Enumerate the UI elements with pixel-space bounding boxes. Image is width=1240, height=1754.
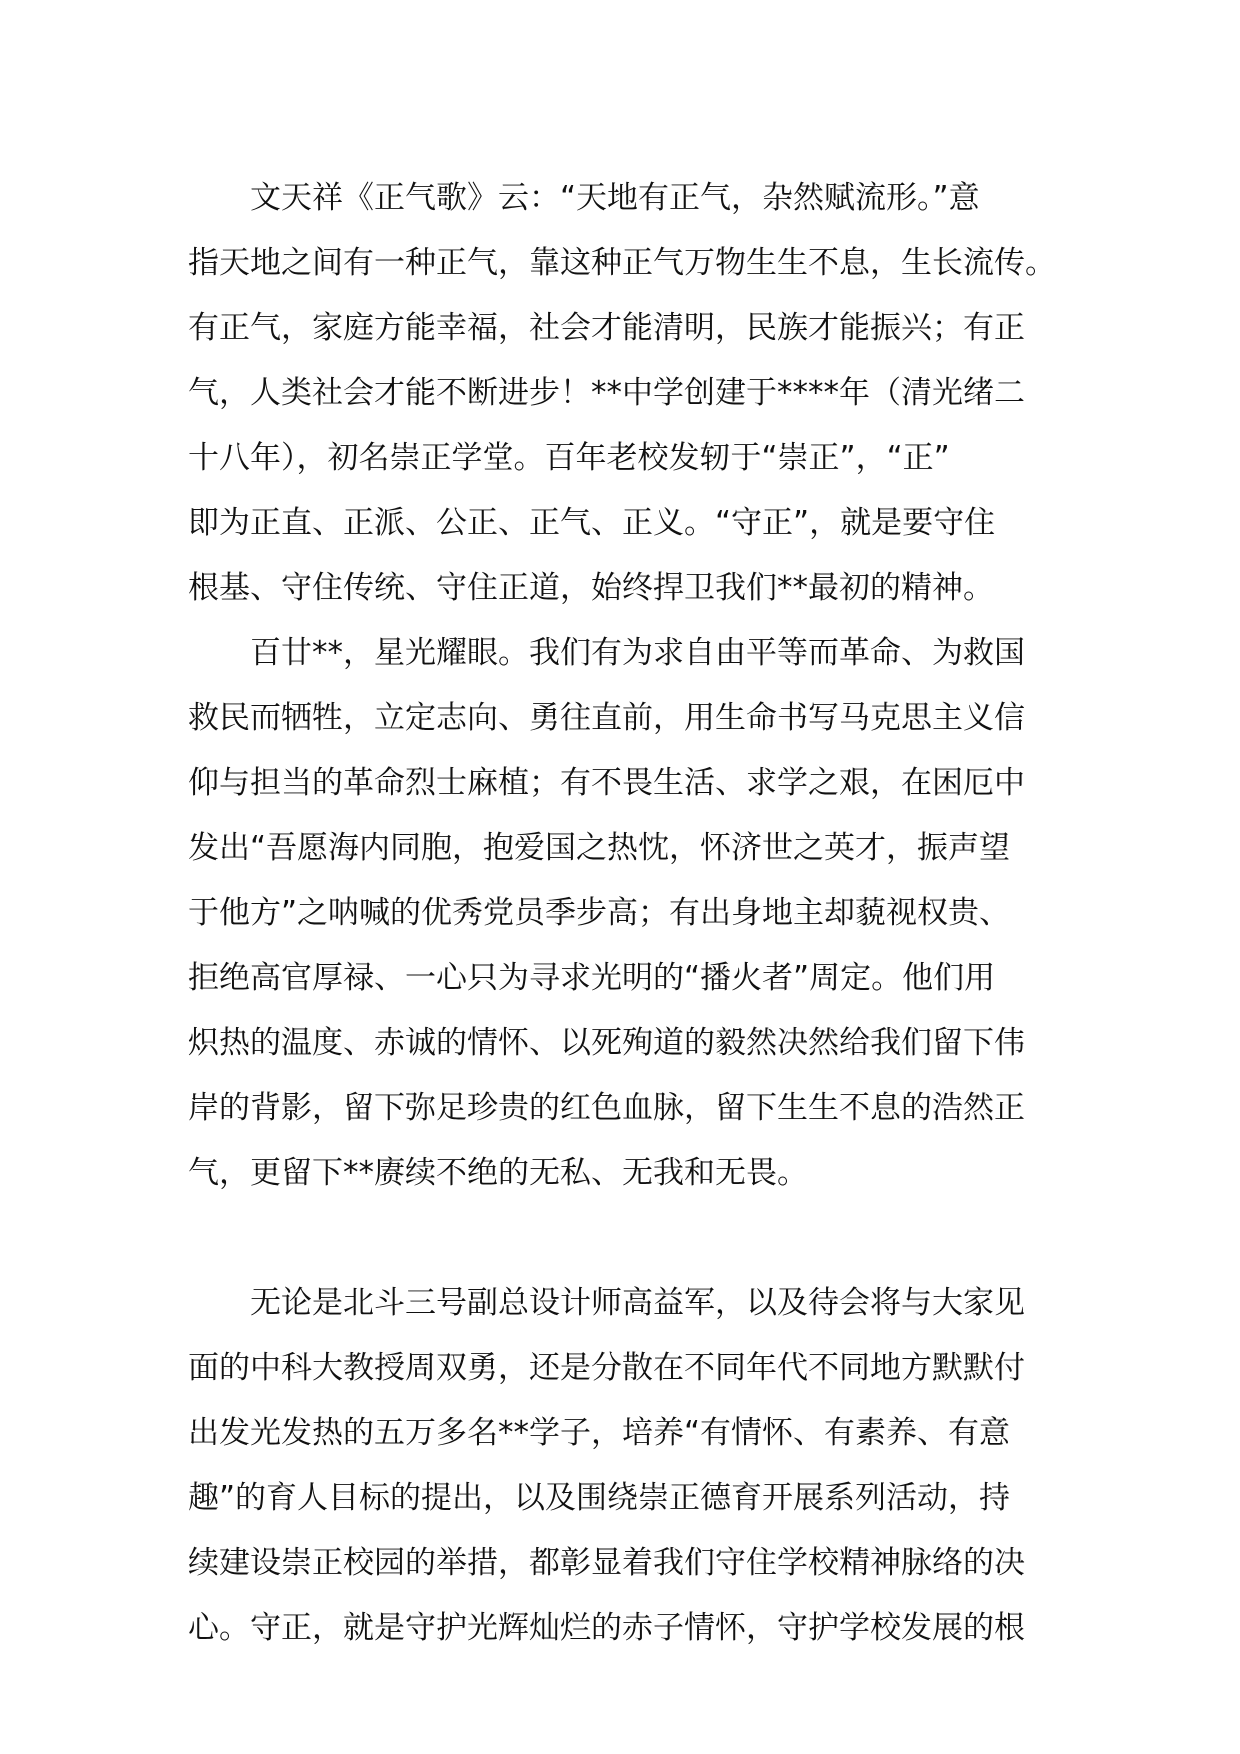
text-line: 炽热的温度、赤诚的情怀、以死殉道的毅然决然给我们留下伟	[188, 1025, 1025, 1061]
text-line: 根基、守住传统、守住正道，始终捍卫我们**最初的精神。	[188, 570, 994, 606]
document-body	[188, 166, 1058, 1661]
text-line: 救民而牺牲，立定志向、勇往直前，用生命书写马克思主义信	[188, 700, 1025, 736]
text-line: 面的中科大教授周双勇，还是分散在不同年代不同地方默默付	[188, 1350, 1025, 1386]
text-line: 文天祥《正气歌》云：“天地有正气，杂然赋流形。”意	[250, 180, 980, 216]
text-line	[188, 1206, 1058, 1271]
text-line: 气，更留下**赓续不绝的无私、无我和无畏。	[188, 1155, 808, 1191]
text-line: 仰与担当的革命烈士麻植；有不畏生活、求学之艰，在困厄中	[188, 765, 1025, 801]
text-line: 于他方”之呐喊的优秀党员季步高；有出身地主却藐视权贵、	[188, 895, 1011, 931]
paragraph-3	[188, 1271, 1058, 1661]
text-line: 岸的背影，留下弥足珍贵的红色血脉，留下生生不息的浩然正	[188, 1090, 1025, 1126]
paragraph-1	[188, 166, 1058, 621]
text-line: 心。守正，就是守护光辉灿烂的赤子情怀，守护学校发展的根	[188, 1610, 1025, 1646]
text-line: 拒绝高官厚禄、一心只为寻求光明的“播火者”周定。他们用	[188, 960, 996, 996]
text-line: 气，人类社会才能不断进步！**中学创建于****年（清光绪二	[188, 375, 1025, 411]
text-line: 即为正直、正派、公正、正气、正义。“守正”，就是要守住	[188, 505, 996, 541]
text-line: 无论是北斗三号副总设计师高益军，以及待会将与大家见	[250, 1285, 1025, 1321]
text-line: 出发光发热的五万多名**学子，培养“有情怀、有素养、有意	[188, 1415, 1011, 1451]
text-line: 百廿**，星光耀眼。我们有为求自由平等而革命、为救国	[250, 635, 1025, 671]
text-line: 有正气，家庭方能幸福，社会才能清明，民族才能振兴；有正	[188, 310, 1025, 346]
text-line: 发出“吾愿海内同胞，抱爱国之热忱，怀济世之英才，振声望	[188, 830, 1011, 866]
text-line: 趣”的育人目标的提出，以及围绕崇正德育开展系列活动，持	[188, 1480, 1011, 1516]
text-line: 续建设崇正校园的举措，都彰显着我们守住学校精神脉络的决	[188, 1545, 1025, 1581]
paragraph-2	[188, 621, 1058, 1271]
text-line: 指天地之间有一种正气，靠这种正气万物生生不息，生长流传。	[188, 245, 1056, 281]
text-line: 十八年），初名崇正学堂。百年老校发轫于“崇正”，“正”	[188, 440, 950, 476]
